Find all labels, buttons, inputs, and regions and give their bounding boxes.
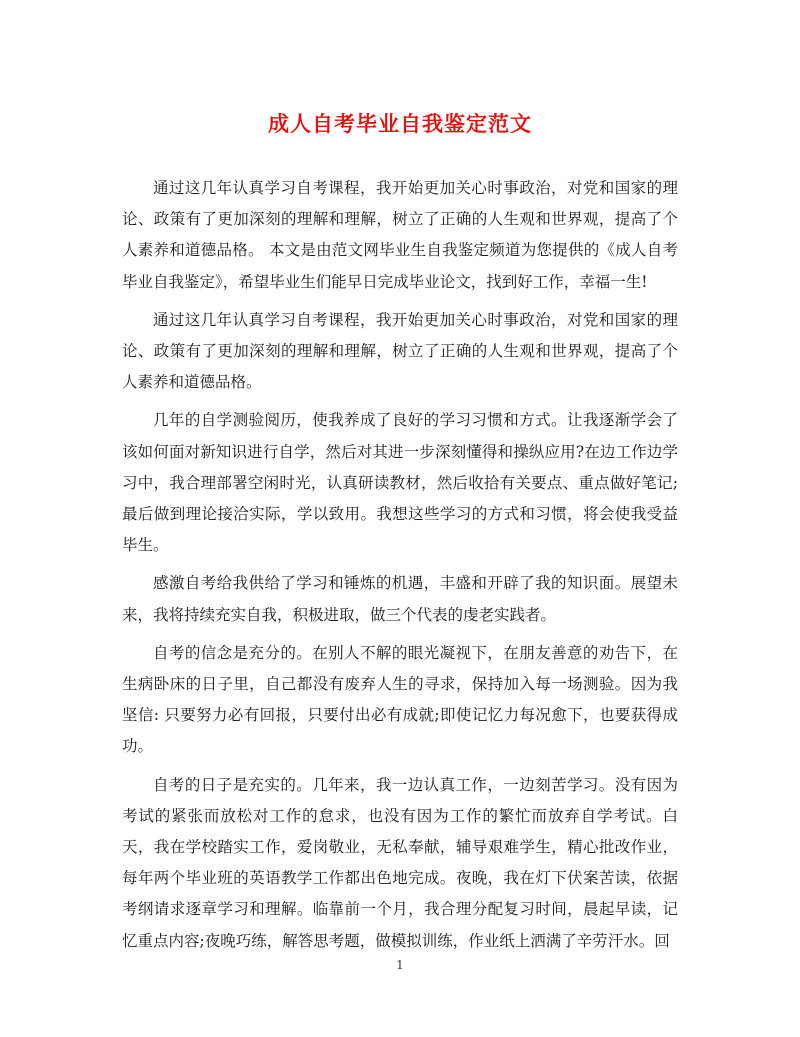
- paragraph-5: 自考的信念是充分的。在别人不解的眼光凝视下，在朋友善意的劝告下，在生病卧床的日子里，自己都没有废弃人生的寻求，保持加入每一场测验。因为我坚信: 只要努力必有回报，只要付出必有成就;即使记忆力每况愈下，也要获得成功。: [122, 643, 678, 756]
- page-number: 1: [396, 958, 404, 972]
- paragraph-3: 几年的自学测验阅历，使我养成了良好的学习习惯和方式。让我逐渐学会了该如何面对新知识进行自学，然后对其进一步深刻懂得和操纵应用?在边工作边学习中，我合理部署空闲时光，认真研读教材，然后收拾有关要点、重点做好笔记;最后做到理论接洽实际，学以致用。我想这些学习的方式和习惯，将会使我受益毕生。: [122, 411, 678, 555]
- paragraph-4: 感激自考给我供给了学习和锤炼的机遇，丰盛和开辟了我的知识面。展望未来，我将持续充实自我，积极进取，做三个代表的虔老实践者。: [122, 574, 678, 624]
- document-body: [122, 173, 678, 964]
- document-title: 成人自考毕业自我鉴定范文: [268, 111, 532, 136]
- paragraph-2: 通过这几年认真学习自考课程，我开始更加关心时事政治，对党和国家的理论、政策有了更加深刻的理解和理解，树立了正确的人生观和世界观，提高了个人素养和道德品格。: [122, 310, 678, 392]
- paragraph-1: 通过这几年认真学习自考课程，我开始更加关心时事政治，对党和国家的理论、政策有了更加深刻的理解和理解，树立了正确的人生观和世界观，提高了个人素养和道德品格。 本文是由范文网毕业生自我鉴定频道为您提供的《成人自考毕业自我鉴定》，希望毕业生们能早日完成毕业论文，找到好工作，幸福一生!: [122, 179, 678, 291]
- paragraph-6: 自考的日子是充实的。几年来，我一边认真工作，一边刻苦学习。没有因为考试的紧张而放松对工作的怠求，也没有因为工作的繁忙而放弃自学考试。白天，我在学校踏实工作，爱岗敬业，无私奉献，辅导艰难学生，精心批改作业，每年两个毕业班的英语教学工作都出色地完成。夜晚，我在灯下伏案苦读，依据考纲请求逐章学习和理解。临靠前一个月，我合理分配复习时间，晨起早读，记忆重点内容;夜晚巧练，解答思考题，做模拟训练，作业纸上洒满了辛劳汗水。回: [122, 775, 678, 950]
